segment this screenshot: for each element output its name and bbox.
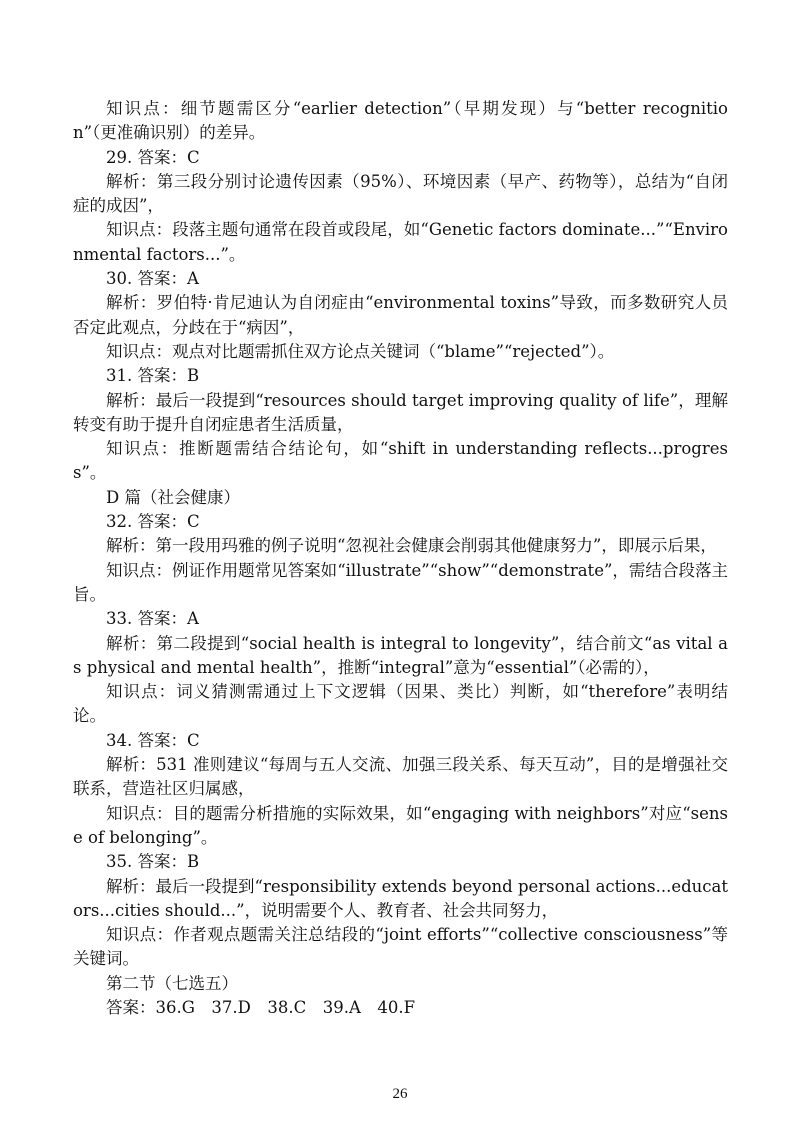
knowledge-point-34: 知识点：目的题需分析措施的实际效果，如“engaging with neighbors”对应“sense of belonging”。 [73, 803, 728, 847]
page-number: 26 [392, 1086, 408, 1102]
analysis-31: 解析：最后一段提到“resources should target improving quality of life”，理解转变有助于提升自闭症患者生活质量， [73, 390, 728, 434]
answer-33: 33. 答案：A [106, 609, 199, 629]
knowledge-point-35: 知识点：作者观点题需关注总结段的“joint efforts”“collective consciousness”等关键词。 [73, 925, 728, 969]
knowledge-point-31: 知识点：推断题需结合结论句，如“shift in understanding reflects...progress”。 [73, 439, 728, 483]
knowledge-point-28: 知识点：细节题需区分“earlier detection”（早期发现）与“better recognition”（更准确识别）的差异。 [73, 99, 728, 143]
analysis-29: 解析：第三段分别讨论遗传因素（95%）、环境因素（早产、药物等），总结为“自闭症的成因”， [73, 171, 728, 216]
section-heading-d: D 篇（社会健康） [106, 487, 240, 507]
answers-36-40: 答案：36.G 37.D 38.C 39.A 40.F [106, 997, 416, 1017]
knowledge-point-30: 知识点：观点对比题需抓住双方论点关键词（“blame”“rejected”）。 [106, 341, 615, 361]
answer-explanations [73, 97, 728, 1020]
knowledge-point-32: 知识点：例证作用题常见答案如“illustrate”“show”“demonstrate”，需结合段落主旨。 [73, 560, 728, 604]
knowledge-point-29: 知识点：段落主题句通常在段首或段尾，如“Genetic factors dominate...”“Environmental factors...”。 [73, 220, 728, 264]
analysis-33: 解析：第二段提到“social health is integral to longevity”，结合前文“as vital as physical and mental health”，推断“integral”意为“essential”（必需的）， [73, 633, 728, 677]
answer-35: 35. 答案：B [106, 852, 200, 872]
analysis-30: 解析：罗伯特·肯尼迪认为自闭症由“environmental toxins”导致，而多数研究人员否定此观点，分歧在于“病因”， [73, 293, 728, 337]
answer-31: 31. 答案：B [106, 366, 200, 386]
answer-30: 30. 答案：A [106, 269, 199, 289]
answer-34: 34. 答案：C [106, 730, 200, 750]
answer-32: 32. 答案：C [106, 512, 200, 532]
analysis-34: 解析：531 准则建议“每周与五人交流、加强三段关系、每天互动”，目的是增强社交联系，营造社区归属感， [73, 755, 728, 799]
analysis-35: 解析：最后一段提到“responsibility extends beyond personal actions...educators...cities should...”，说明需要个人、教育者、社会共同努力， [73, 876, 728, 920]
section-heading-part-two: 第二节（七选五） [106, 973, 238, 993]
analysis-32: 解析：第一段用玛雅的例子说明“忽视社会健康会削弱其他健康努力”，即展示后果， [106, 536, 717, 556]
knowledge-point-33: 知识点：词义猜测需通过上下文逻辑（因果、类比）判断，如“therefore”表明结论。 [73, 682, 728, 726]
answer-29: 29. 答案：C [106, 147, 200, 167]
